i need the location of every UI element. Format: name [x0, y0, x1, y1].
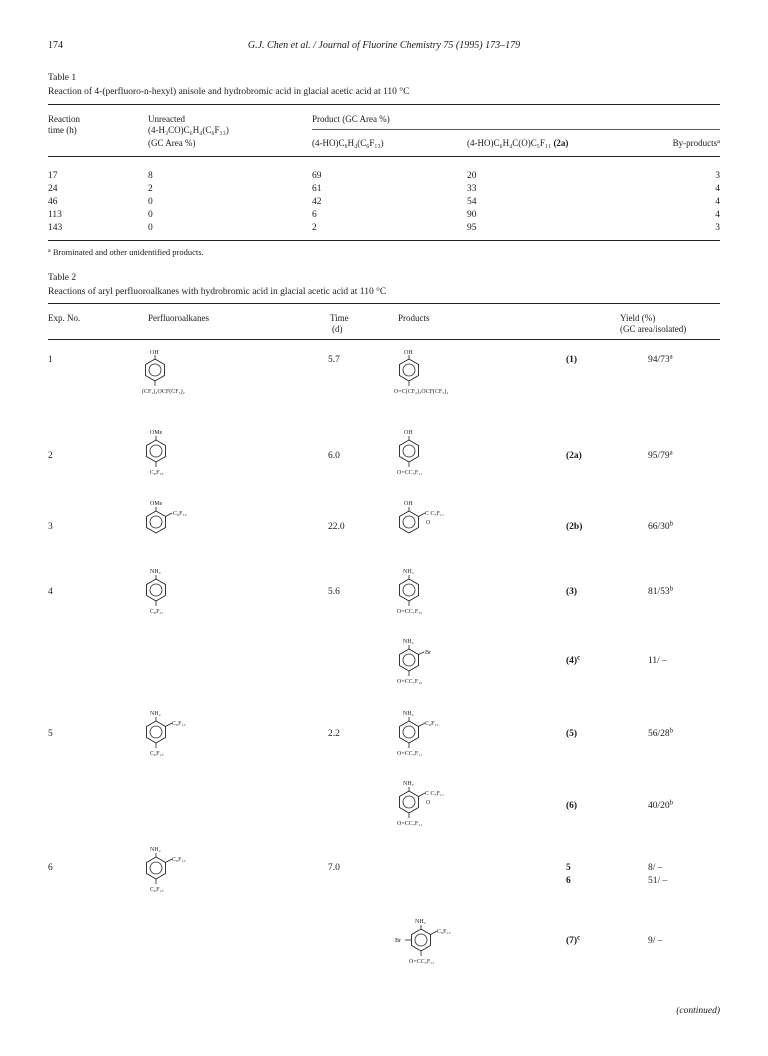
exp5-reactant-structure: [147, 711, 186, 757]
exp3-product-oxygen: O: [426, 520, 431, 526]
t2-h-pfa: Perfluoroalkanes: [148, 313, 209, 323]
t1-cell-unreacted: 8: [148, 171, 153, 181]
exp5-product6-oxygen: O: [426, 800, 431, 806]
t1-h-unreacted: Unreacted: [148, 114, 185, 124]
t1-cell-time: 46: [48, 197, 58, 207]
t2-product-id-label: (2a): [566, 451, 582, 461]
t1-cell-unreacted: 0: [148, 223, 153, 233]
t1-h-byproducts-label: By-products: [672, 138, 718, 148]
exp6-product7-structure: [395, 919, 451, 965]
t2-yield-note: b: [669, 520, 674, 528]
t2-product-id-label: 5: [566, 863, 571, 873]
t1-h-reaction: Reaction: [48, 114, 80, 124]
t2-yield-value: 94/73: [648, 355, 670, 365]
table1-footnote-mark: a: [48, 247, 51, 254]
exp6-reactant-chain-para: C₆F₁₃: [150, 887, 164, 893]
t1-cell-unreacted: 0: [148, 210, 153, 220]
t2-product-id-note: c: [577, 934, 581, 942]
t1-cell-product1: 69: [312, 171, 322, 181]
exp5-reactant-chain-side: C₆F₁₃: [172, 721, 186, 727]
exp5-product5-nh2: NH₂: [403, 711, 414, 717]
exp4-reactant-chain: C₈F₁₇: [150, 609, 164, 615]
t2-h-yield: Yield (%): [620, 313, 656, 323]
continued-note: (continued): [676, 1006, 720, 1016]
t1-cell-byproducts: 4: [715, 184, 720, 194]
t1-cell-unreacted: 2: [148, 184, 153, 194]
t2-yield-note: b: [669, 727, 674, 735]
t2-cell-exp: 3: [48, 522, 53, 532]
t2-yield-note: a: [669, 449, 673, 457]
t2-cell-yield-2: 51/ –: [648, 876, 668, 886]
exp5-reactant-chain-para: C₆F₁₃: [150, 751, 164, 757]
exp4-product3-chain: O=CC₇F₁₅: [397, 609, 423, 615]
t2-h-time: Time: [330, 313, 349, 323]
t2-yield-value: 56/28: [648, 729, 670, 739]
t1-cell-byproducts: 3: [715, 171, 720, 181]
t2-cell-time: 5.6: [328, 587, 340, 597]
t1-h-product-group: Product (GC Area %): [312, 114, 390, 124]
t2-yield-value: 95/79: [648, 451, 670, 461]
exp3-reactant-structure: [147, 501, 187, 533]
page-number: 174: [48, 40, 63, 51]
t2-h-products: Products: [398, 313, 430, 323]
t1-h-unreacted-formula: (4-H₃CO)C₆H₄(C₆F₁₃): [148, 125, 229, 135]
running-head: G.J. Chen et al. / Journal of Fluorine Chemistry 75 (1995) 173–179: [247, 40, 521, 51]
t1-h-p2-formula: (4-HO)C₆H₄C(O)C₅F₁₁: [467, 138, 552, 148]
exp3-reactant-ome: OMe: [150, 501, 163, 507]
exp5-product6-structure: [397, 781, 444, 827]
t2-cell-time: 2.2: [328, 729, 340, 739]
t1-h-unreacted-unit: (GC Area %): [148, 138, 196, 148]
exp4-product4-nh2: NH₂: [403, 639, 414, 645]
exp5-product6-nh2: NH₂: [403, 781, 414, 787]
t2-product-id-note: c: [577, 654, 581, 662]
exp6-reactant-chain-side: C₆F₁₃: [172, 857, 186, 863]
exp6-product7-chain-side: C₆F₁₃: [437, 929, 451, 935]
t2-yield-value: 81/53: [648, 587, 670, 597]
t1-cell-time: 113: [48, 210, 62, 220]
exp3-product-chain: C C₅F₁₁: [425, 511, 445, 517]
exp4-product3-structure: [397, 569, 422, 615]
t1-cell-product1: 6: [312, 210, 317, 220]
t2-cell-exp: 5: [48, 729, 53, 739]
t1-h-p1: (4-HO)C₆H₄(C₆F₁₃): [312, 138, 384, 148]
t1-cell-byproducts: 3: [715, 223, 720, 233]
t2-product-id-label: (1): [566, 355, 578, 365]
t2-yield-note: b: [669, 585, 674, 593]
exp3-product-oh: OH: [404, 501, 413, 507]
t2-cell-exp: 4: [48, 587, 53, 597]
t2-yield-value: 9/ –: [648, 936, 663, 946]
t2-product-id-label: (7): [566, 936, 578, 946]
exp4-product4-chain: O=CC₇F₁₅: [397, 679, 423, 685]
t1-cell-product2a: 33: [467, 184, 477, 194]
t1-cell-product2a: 95: [467, 223, 477, 233]
exp6-product7-br: Br: [395, 938, 401, 944]
exp1-reactant-oh: OH: [150, 350, 159, 356]
exp4-reactant-nh2: NH₂: [150, 569, 161, 575]
exp2-product-oh: OH: [404, 430, 413, 436]
exp5-reactant-nh2: NH₂: [150, 711, 161, 717]
t1-cell-product1: 42: [312, 197, 322, 207]
exp5-product5-chain-para: O=CC₅F₁₁: [397, 751, 423, 757]
exp5-product5-chain-side: C₆F₁₃: [425, 721, 439, 727]
t2-product-id-label: (6): [566, 801, 578, 811]
t2-yield-value: 66/30: [648, 522, 670, 532]
exp5-product6-chain-para: O=CC₅F₁₁: [397, 821, 423, 827]
exp1-reactant-structure: [142, 350, 185, 395]
t1-cell-product2a: 54: [467, 197, 477, 207]
t2-yield-note: a: [669, 353, 673, 361]
exp2-reactant-structure: [147, 430, 166, 476]
table2-caption: Reactions of aryl perfluoroalkanes with hydrobromic acid in glacial acetic acid at 110 °C: [48, 287, 387, 297]
exp6-product7-chain-para: O=CC₅F₁₁: [409, 959, 435, 965]
exp2-product-structure: [397, 430, 422, 476]
exp5-product6-chain-side: C C₅F₁₁: [425, 791, 445, 797]
t1-cell-product1: 61: [312, 184, 322, 194]
exp4-reactant-structure: [147, 569, 166, 615]
table1-caption: Reaction of 4-(perfluoro-n-hexyl) anisole and hydrobromic acid in glacial acetic acid at 110 °C: [48, 87, 410, 97]
t2-product-id-label: (4): [566, 656, 578, 666]
t2-cell-exp: 6: [48, 863, 53, 873]
t2-cell-exp: 2: [48, 451, 53, 461]
exp6-reactant-nh2: NH₂: [150, 847, 161, 853]
t1-cell-unreacted: 0: [148, 197, 153, 207]
exp2-reactant-ome: OMe: [150, 430, 163, 436]
exp6-reactant-structure: [147, 847, 186, 893]
t2-yield-note: b: [669, 799, 674, 807]
exp1-product-chain: O=C(CF₂)₃OCF(CF₃)₂: [394, 389, 449, 395]
t2-product-id-label: (2b): [566, 522, 583, 532]
t1-h-byproducts-note: a: [717, 137, 720, 145]
table1-footnote-text: Brominated and other unidentified products.: [52, 247, 204, 257]
t2-product-id-label: (5): [566, 729, 578, 739]
t2-product-id-label: (3): [566, 587, 578, 597]
table1-label: Table 1: [48, 73, 77, 83]
t1-cell-time: 143: [48, 223, 63, 233]
exp2-reactant-chain: C₆F₁₃: [150, 470, 164, 476]
t2-cell-product-id-2: 6: [566, 876, 571, 886]
t2-h-exp: Exp. No.: [48, 313, 81, 323]
t1-cell-product1: 2: [312, 223, 317, 233]
t2-h-time-unit: (d): [332, 324, 343, 334]
table2-label: Table 2: [48, 273, 77, 283]
exp1-product-structure: [394, 350, 448, 395]
exp3-product-structure: [400, 501, 445, 533]
t1-cell-product2a: 90: [467, 210, 477, 220]
exp5-product5-structure: [397, 711, 439, 757]
t2-cell-time: 6.0: [328, 451, 340, 461]
t1-h-p2-tag: (2a): [553, 138, 569, 148]
t2-yield-value: 11/ –: [648, 656, 667, 666]
exp1-reactant-chain: (CF₂)₄OCF(CF₃)₂: [142, 389, 185, 395]
t1-cell-product2a: 20: [467, 171, 477, 181]
t2-yield-value: 8/ –: [648, 863, 663, 873]
exp4-product4-structure: [397, 639, 431, 685]
exp6-product7-nh2: NH₂: [415, 919, 426, 925]
exp1-product-oh: OH: [404, 350, 413, 356]
exp3-reactant-chain: C₆F₁₃: [173, 511, 187, 517]
t2-cell-time: 5.7: [328, 355, 340, 365]
t1-cell-time: 17: [48, 171, 58, 181]
t1-h-time: time (h): [48, 125, 77, 135]
exp4-product4-br: Br: [425, 650, 431, 656]
exp4-product3-nh2: NH₂: [403, 569, 414, 575]
t1-cell-time: 24: [48, 184, 58, 194]
t2-h-yield-sub: (GC area/isolated): [620, 324, 687, 334]
exp2-product-chain: O=CC₅F₁₁: [397, 470, 423, 476]
t1-cell-byproducts: 4: [715, 197, 720, 207]
t2-yield-value: 40/20: [648, 801, 670, 811]
t2-cell-time: 7.0: [328, 863, 340, 873]
t2-cell-time: 22.0: [328, 522, 345, 532]
t1-cell-byproducts: 4: [715, 210, 720, 220]
t2-cell-exp: 1: [48, 355, 53, 365]
